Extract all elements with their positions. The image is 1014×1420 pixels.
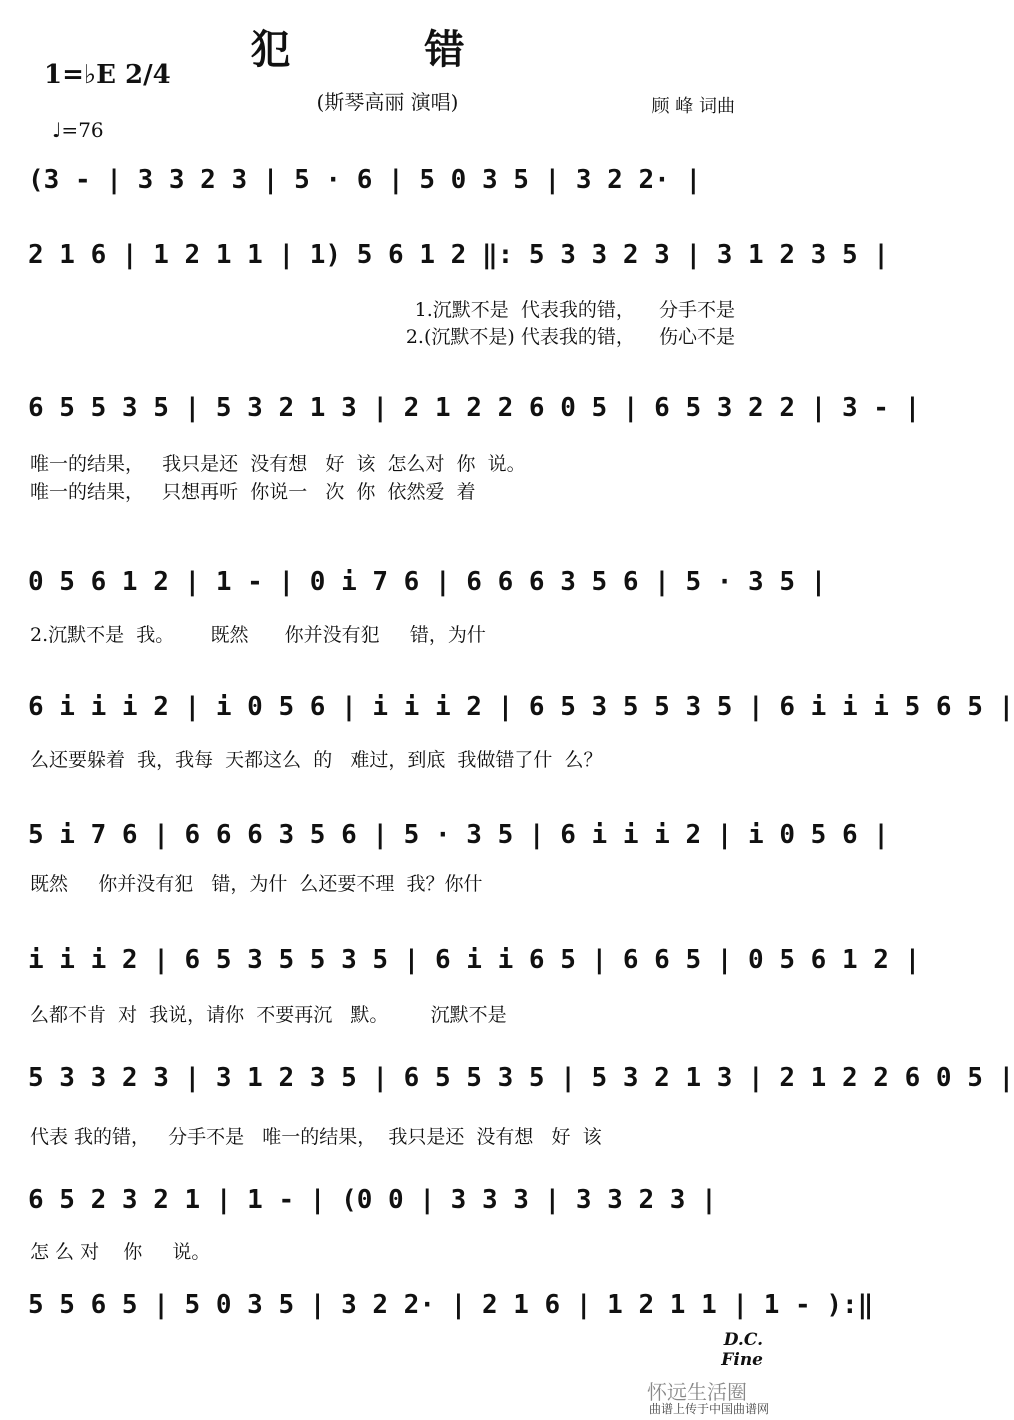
lyric-row-2b: 2.(沉默不是) 代表我的错， 伤心不是	[405, 326, 735, 348]
lyric-row-9: 怎 么 对 你 说。	[30, 1241, 211, 1263]
composer-credit: 顾 峰 词曲	[651, 96, 735, 117]
notation-row-10: 5 5 6 5 | 5 0 3 5 | 3 2 2· | 2 1 6 | 1 2 1 1 | 1 - ):‖	[28, 1290, 874, 1320]
notation-row-5: 6 i i i 2 | i 0 5 6 | i i i 2 | 6 5 3 5 5 3 5 | 6 i i i 5 6 5 |	[28, 692, 1014, 722]
dc-fine-marking	[721, 1330, 763, 1370]
performer-credit: (斯琴高丽 演唱)	[316, 90, 459, 114]
lyric-row-8: 代表 我的错， 分手不是 唯一的结果， 我只是还 没有想 好 该	[30, 1126, 602, 1148]
lyric-row-5: 么还要躲着 我，我每 天都这么 的 难过，到底 我做错了什 么？	[30, 749, 603, 771]
notation-row-9: 6 5 2 3 2 1 | 1 - | (0 0 | 3 3 3 | 3 3 2 3 |	[28, 1185, 717, 1215]
notation-row-8: 5 3 3 2 3 | 3 1 2 3 5 | 6 5 5 3 5 | 5 3 2 1 3 | 2 1 2 2 6 0 5 |	[28, 1063, 1014, 1093]
notation-row-1: (3 - | 3 3 2 3 | 5 · 6 | 5 0 3 5 | 3 2 2· |	[28, 165, 702, 195]
lyric-row-3b: 唯一的结果， 只想再听 你说一 次 你 依然爱 着	[30, 481, 476, 503]
watermark: 怀远生活圈	[647, 1380, 747, 1404]
notation-row-3: 6 5 5 3 5 | 5 3 2 1 3 | 2 1 2 2 6 0 5 | 6 5 3 2 2 | 3 - |	[28, 393, 921, 423]
dc-text: D.C.	[723, 1330, 763, 1350]
lyric-row-7: 么都不肯 对 我说，请你 不要再沉 默。 沉默不是	[30, 1004, 507, 1026]
footer-note: 曲谱上传于中国曲谱网	[648, 1402, 769, 1416]
lyric-row-4: 2.沉默不是 我。 既然 你并没有犯 错，为什	[30, 624, 486, 646]
lyric-row-2a: 1.沉默不是 代表我的错， 分手不是	[414, 299, 735, 321]
lyric-row-3a: 唯一的结果， 我只是还 没有想 好 该 怎么对 你 说。	[30, 453, 526, 475]
lyric-row-6: 既然 你并没有犯 错，为什 么还要不理 我？你什	[30, 873, 483, 895]
tempo-marking: ♩=76	[52, 118, 104, 142]
key-signature: 1=♭E 2/4	[44, 60, 171, 90]
fine-text: Fine	[721, 1350, 763, 1370]
notation-row-4: 0 5 6 1 2 | 1 - | 0 i 7 6 | 6 6 6 3 5 6 | 5 · 3 5 |	[28, 567, 827, 597]
notation-row-7: i i i 2 | 6 5 3 5 5 3 5 | 6 i i 6 5 | 6 6 5 | 0 5 6 1 2 |	[28, 945, 921, 975]
notation-row-2: 2 1 6 | 1 2 1 1 | 1) 5 6 1 2 ‖: 5 3 3 2 3 | 3 1 2 3 5 |	[28, 240, 889, 270]
notation-row-6: 5 i 7 6 | 6 6 6 3 5 6 | 5 · 3 5 | 6 i i i 2 | i 0 5 6 |	[28, 820, 889, 850]
song-title: 犯 错	[250, 26, 525, 73]
